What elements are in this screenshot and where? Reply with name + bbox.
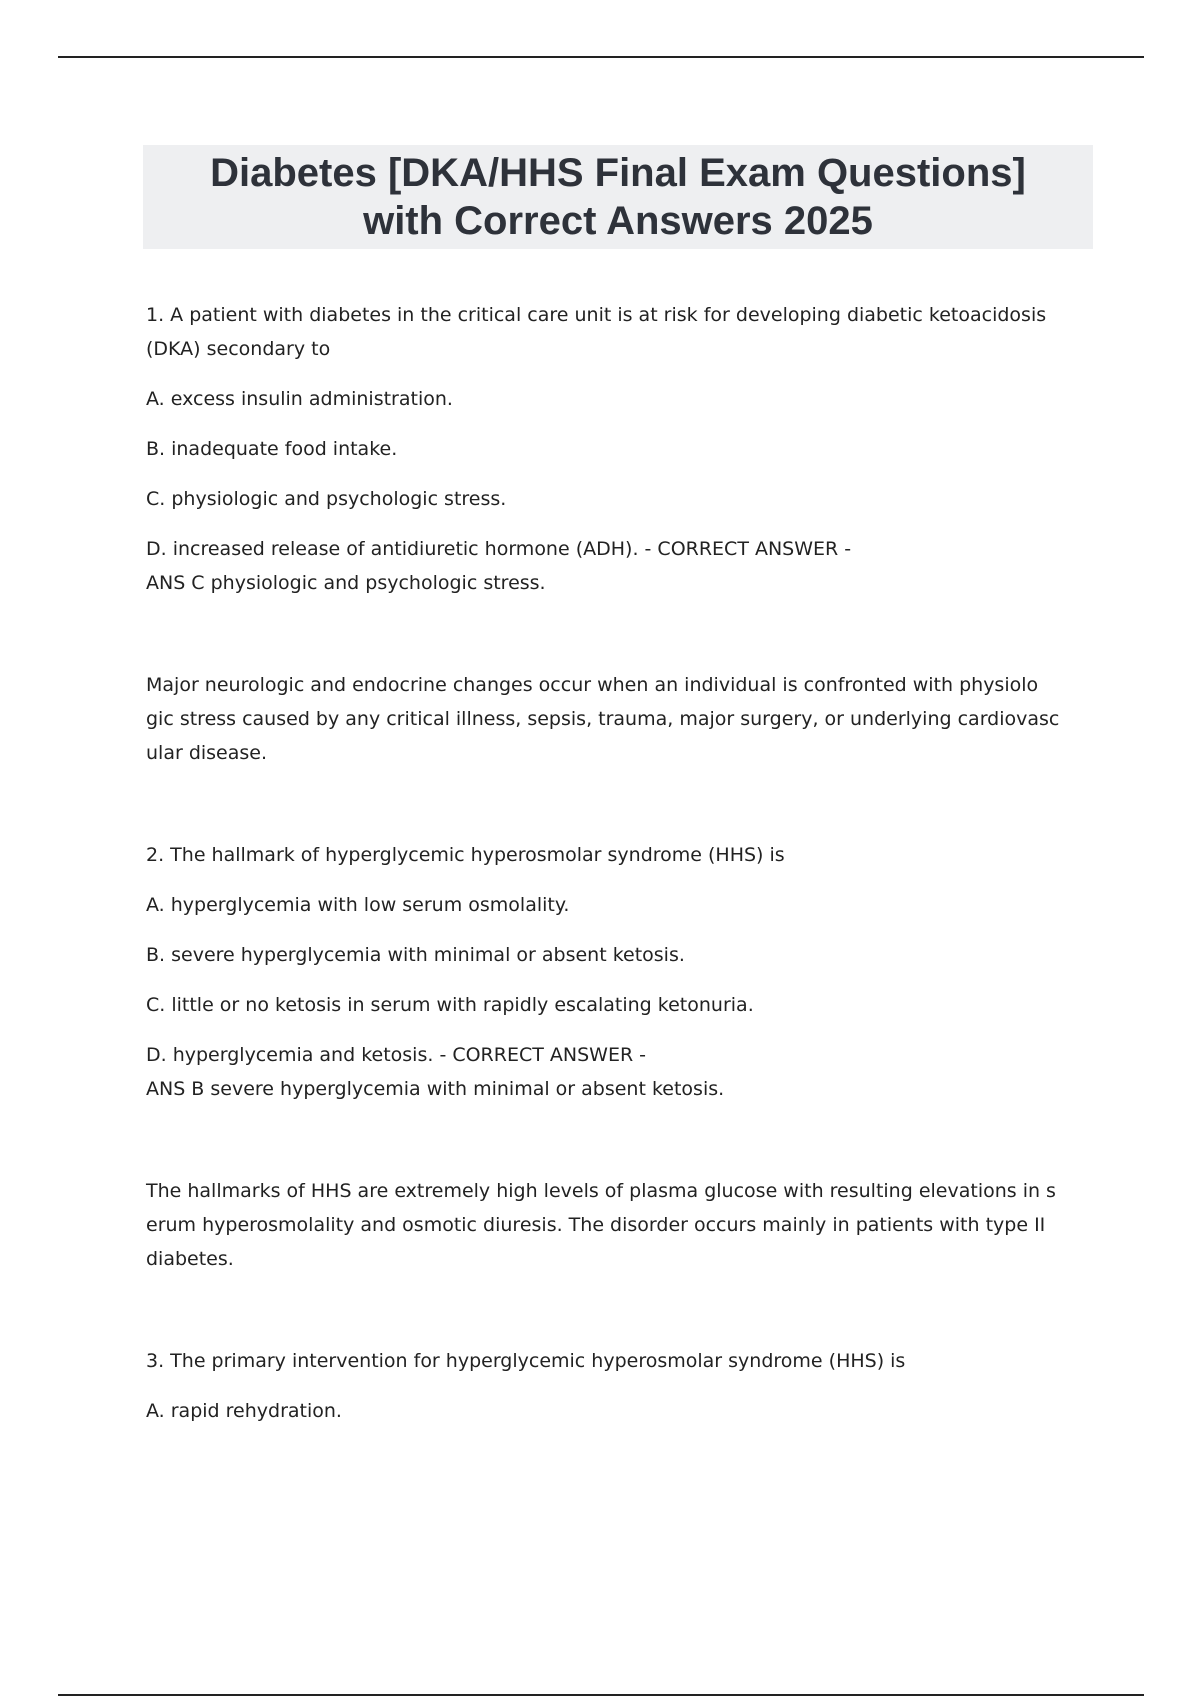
rationale-line: ular disease.: [146, 742, 268, 764]
header-rule: [58, 56, 1144, 58]
rationale: [146, 668, 1091, 770]
title-line-2: with Correct Answers 2025: [363, 199, 873, 243]
rationale-line: gic stress caused by any critical illness, sepsis, trauma, major surgery, or underlying cardiovasc: [146, 708, 1060, 730]
option-d: D. hyperglycemia and ketosis. - CORRECT ANSWER -: [146, 1044, 647, 1066]
document-title: [210, 149, 1026, 245]
option-d-with-answer: [146, 1038, 1091, 1106]
correct-answer: ANS B severe hyperglycemia with minimal or absent ketosis.: [146, 1078, 725, 1100]
option-c: C. physiologic and psychologic stress.: [146, 488, 507, 510]
option-a: A. hyperglycemia with low serum osmolality.: [146, 894, 570, 916]
rationale-line: diabetes.: [146, 1248, 234, 1270]
title-line-1: Diabetes [DKA/HHS Final Exam Questions]: [210, 151, 1026, 195]
question-stem: 3. The primary intervention for hyperglycemic hyperosmolar syndrome (HHS) is: [146, 1350, 906, 1372]
document-body: [146, 298, 1091, 1444]
option-a: A. rapid rehydration.: [146, 1400, 342, 1422]
option-b: B. severe hyperglycemia with minimal or absent ketosis.: [146, 944, 685, 966]
question-stem: 2. The hallmark of hyperglycemic hyperosmolar syndrome (HHS) is: [146, 844, 785, 866]
footer-rule: [58, 1694, 1144, 1696]
option-d: D. increased release of antidiuretic hormone (ADH). - CORRECT ANSWER -: [146, 538, 852, 560]
option-d-with-answer: [146, 532, 1091, 600]
title-banner: [143, 145, 1093, 249]
question-1: [146, 298, 1091, 770]
question-stem-line: 1. A patient with diabetes in the critical care unit is at risk for developing diabetic ketoacidosis: [146, 304, 1047, 326]
option-a: A. excess insulin administration.: [146, 388, 453, 410]
correct-answer: ANS C physiologic and psychologic stress.: [146, 572, 546, 594]
question-stem-line: (DKA) secondary to: [146, 338, 331, 360]
option-b: B. inadequate food intake.: [146, 438, 398, 460]
question-2: [146, 838, 1091, 1276]
option-c: C. little or no ketosis in serum with rapidly escalating ketonuria.: [146, 994, 754, 1016]
question-stem: [146, 298, 1091, 366]
rationale-line: erum hyperosmolality and osmotic diuresis. The disorder occurs mainly in patients with type II: [146, 1214, 1046, 1236]
question-3: [146, 1344, 1091, 1428]
rationale: [146, 1174, 1091, 1276]
rationale-line: The hallmarks of HHS are extremely high levels of plasma glucose with resulting elevations in s: [146, 1180, 1056, 1202]
rationale-line: Major neurologic and endocrine changes occur when an individual is confronted with physiolo: [146, 674, 1039, 696]
